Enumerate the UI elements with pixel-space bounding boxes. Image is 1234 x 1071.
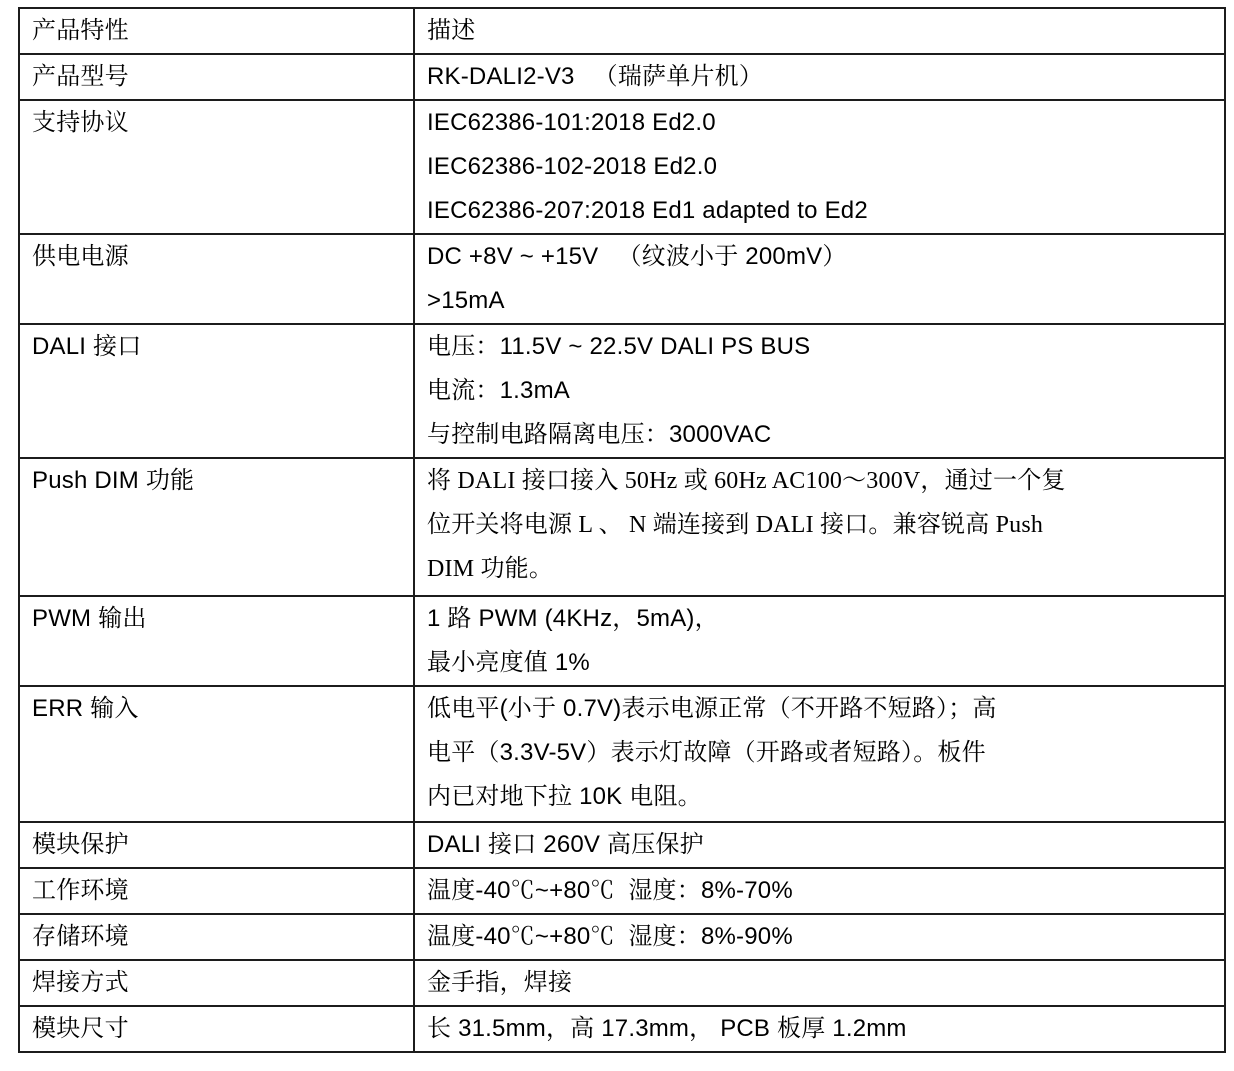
spec-value-line: 最小亮度值 1%: [427, 649, 590, 676]
table-row: [19, 458, 1225, 596]
spec-value-cell: [414, 868, 1225, 914]
spec-value-line: IEC62386-207:2018 Ed1 adapted to Ed2: [427, 197, 868, 224]
spec-value-line: 将 DALI 接口接入 50Hz 或 60Hz AC100～300V，通过一个复: [427, 468, 1066, 494]
spec-value-line: 低电平(小于 0.7V)表示电源正常（不开路不短路）；高: [427, 695, 997, 722]
spec-value-line: 内已对地下拉 10K 电阻。: [427, 783, 702, 810]
spec-value-cell: [414, 686, 1225, 822]
spec-value-line: >15mA: [427, 287, 505, 314]
spec-label-cell: 产品型号: [19, 54, 414, 100]
spec-value-line: 温度-40℃~+80℃ 湿度：8%-70%: [427, 877, 793, 904]
spec-value-line: IEC62386-101:2018 Ed2.0: [427, 109, 716, 136]
spec-label-cell: PWM 输出: [19, 596, 414, 686]
table-row: [19, 596, 1225, 686]
spec-value-line: DC +8V ~ +15V （纹波小于 200mV）: [427, 243, 847, 270]
table-row: [19, 54, 1225, 100]
spec-value-line: 1 路 PWM (4KHz，5mA)，: [427, 605, 719, 632]
table-row: [19, 100, 1225, 234]
spec-value-line: DIM 功能。: [427, 556, 554, 582]
spec-value-cell: [414, 822, 1225, 868]
spec-value-cell: [414, 234, 1225, 324]
spec-value-line: 电压：11.5V ~ 22.5V DALI PS BUS: [427, 333, 811, 360]
spec-label-cell: 存储环境: [19, 914, 414, 960]
spec-value-line: 与控制电路隔离电压：3000VAC: [427, 421, 772, 448]
spec-value-cell: [414, 914, 1225, 960]
spec-value-cell: [414, 54, 1225, 100]
spec-value-line: 温度-40℃~+80℃ 湿度：8%-90%: [427, 923, 793, 950]
table-row: [19, 234, 1225, 324]
table-row: [19, 868, 1225, 914]
spec-value-line: IEC62386-102-2018 Ed2.0: [427, 153, 718, 180]
spec-value-cell: [414, 458, 1225, 596]
spec-label-cell: 模块保护: [19, 822, 414, 868]
spec-value-line: 长 31.5mm，高 17.3mm， PCB 板厚 1.2mm: [427, 1015, 907, 1042]
table-row: [19, 686, 1225, 822]
spec-label-cell: Push DIM 功能: [19, 458, 414, 596]
spec-value-line: 位开关将电源 L 、 N 端连接到 DALI 接口。兼容锐高 Push: [427, 512, 1044, 538]
spec-value-cell: [414, 960, 1225, 1006]
spec-label-cell: 工作环境: [19, 868, 414, 914]
spec-value-cell: [414, 596, 1225, 686]
spec-label-cell: 支持协议: [19, 100, 414, 234]
table-row: [19, 324, 1225, 458]
spec-value-cell: [414, 100, 1225, 234]
spec-value-cell: [414, 1006, 1225, 1052]
header-description-cell: 描述: [414, 8, 1225, 54]
spec-value-line: 金手指，焊接: [427, 969, 573, 996]
spec-label-cell: DALI 接口: [19, 324, 414, 458]
spec-table-body: [19, 8, 1225, 1052]
spec-label-cell: ERR 输入: [19, 686, 414, 822]
spec-value-line: 电平（3.3V-5V）表示灯故障（开路或者短路）。板件: [427, 739, 986, 766]
spec-label-cell: 供电电源: [19, 234, 414, 324]
table-row: [19, 914, 1225, 960]
header-row: [19, 8, 1225, 54]
spec-label-cell: 模块尺寸: [19, 1006, 414, 1052]
spec-value-line: 电流：1.3mA: [427, 377, 570, 404]
spec-table: [18, 7, 1226, 1053]
header-feature-cell: 产品特性: [19, 8, 414, 54]
table-row: [19, 822, 1225, 868]
spec-value-line: RK-DALI2-V3 （瑞萨单片机）: [427, 63, 764, 90]
table-row: [19, 960, 1225, 1006]
spec-label-cell: 焊接方式: [19, 960, 414, 1006]
spec-value-cell: [414, 324, 1225, 458]
spec-value-line: DALI 接口 260V 高压保护: [427, 831, 704, 858]
table-row: [19, 1006, 1225, 1052]
